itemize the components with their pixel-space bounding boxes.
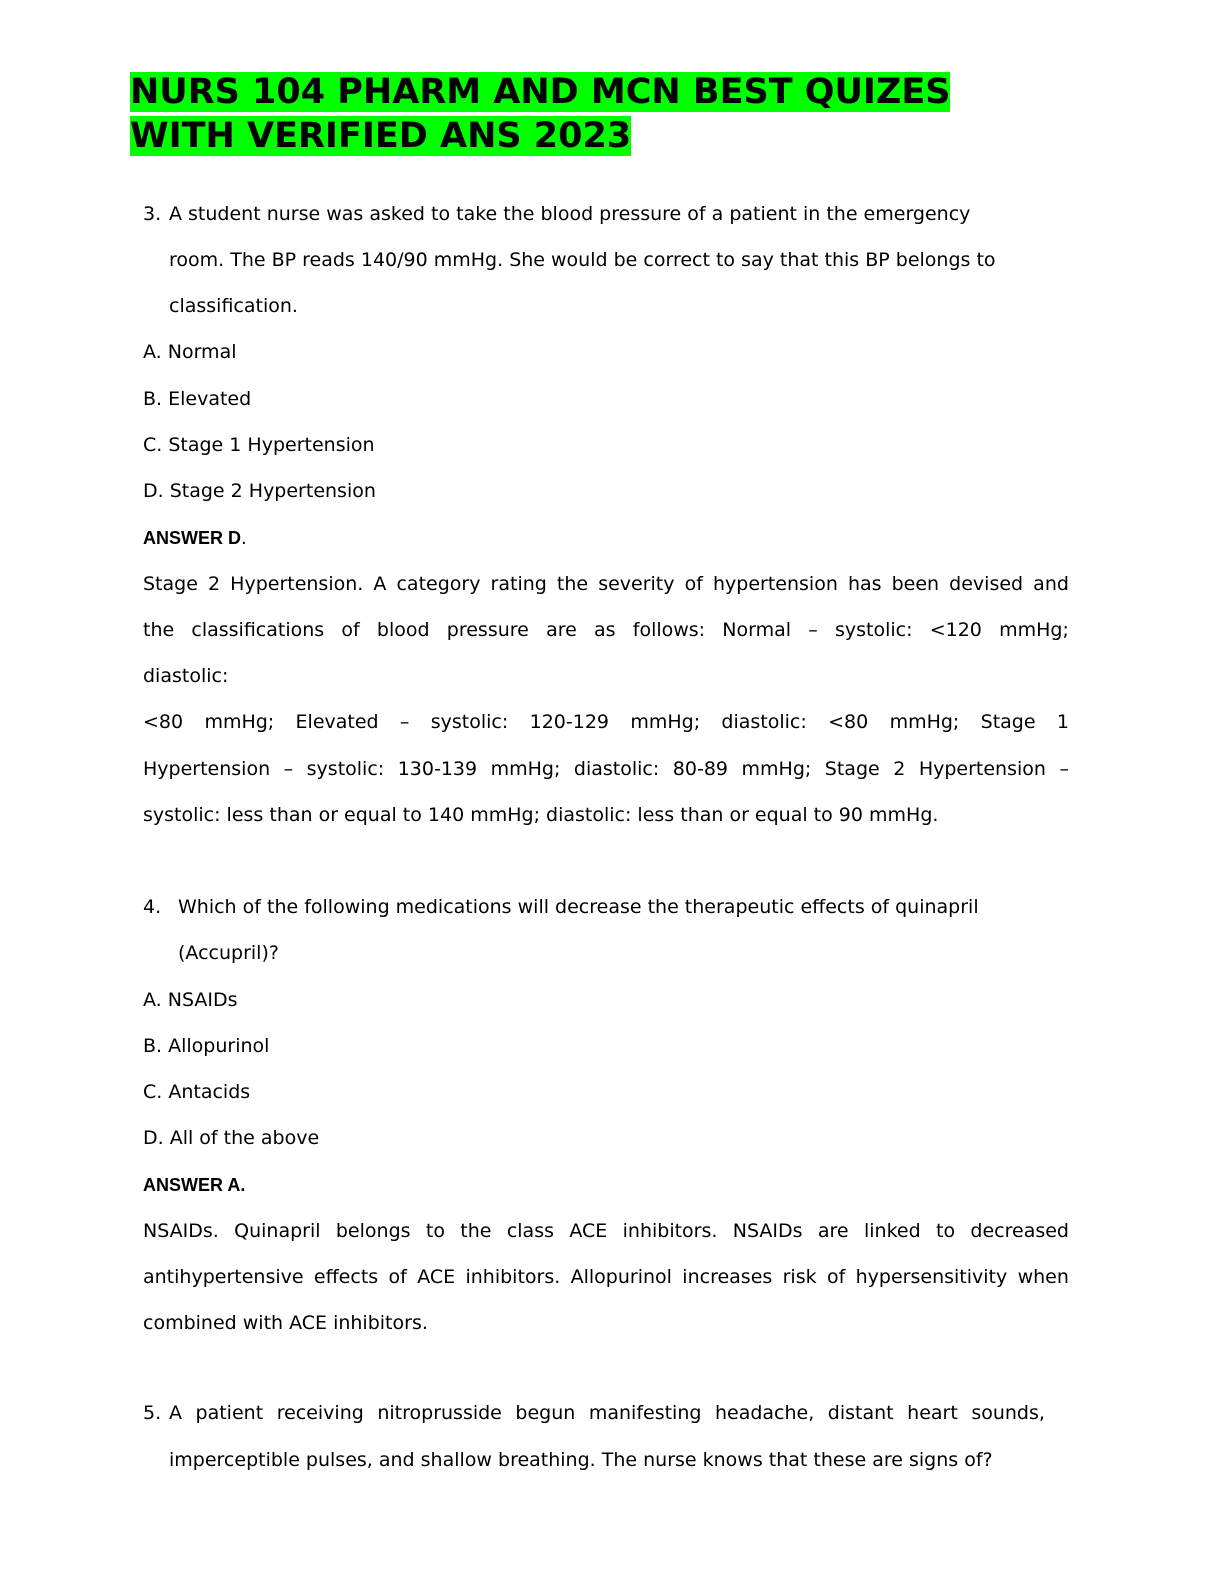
word: blood (376, 619, 430, 641)
word: mmHg; (889, 711, 960, 733)
word: has (847, 573, 882, 595)
word: sounds, (971, 1402, 1045, 1424)
question-number: 4. (143, 896, 162, 918)
rationale-line (143, 1265, 1069, 1289)
word: mmHg; (204, 711, 275, 733)
answer-label: ANSWER D (143, 528, 241, 548)
answer-key (143, 526, 247, 551)
word: Stage (824, 758, 880, 780)
word: mmHg; (999, 619, 1069, 641)
word: the (460, 1220, 492, 1242)
word: receiving (276, 1402, 364, 1424)
question-text: imperceptible pulses, and shallow breathing. The nurse knows that these are signs of? (169, 1449, 993, 1471)
answer-label-suffix: . (241, 528, 247, 549)
word: mmHg; (490, 758, 561, 780)
word: – (283, 758, 294, 780)
word: Hypertension. (230, 573, 364, 595)
word: are (817, 1220, 849, 1242)
word: 2 (207, 573, 221, 595)
question-text: Which of the following medications will decrease the therapeutic effects of quinapril (178, 896, 979, 918)
word: risk (782, 1266, 817, 1288)
rationale-line (143, 618, 1069, 642)
word: 1 (1056, 711, 1069, 733)
word: patient (195, 1402, 264, 1424)
word: ACE (417, 1266, 456, 1288)
word: decreased (970, 1220, 1069, 1242)
document-title (130, 70, 1030, 158)
word: nitroprusside (377, 1402, 502, 1424)
word: increases (682, 1266, 773, 1288)
answer-option: C. Antacids (143, 1081, 251, 1103)
word: distant (827, 1402, 894, 1424)
word: linked (863, 1220, 921, 1242)
rationale-line (143, 572, 1069, 596)
word: – (808, 619, 818, 641)
word: hypertension (712, 573, 838, 595)
answer-option: A. Normal (143, 341, 237, 363)
title-line-2: WITH VERIFIED ANS 2023 (130, 116, 632, 156)
word: belongs (335, 1220, 411, 1242)
word: classifications (191, 619, 325, 641)
word: headache, (714, 1402, 815, 1424)
word: – (399, 711, 410, 733)
question-text (169, 1401, 1045, 1425)
word: – (1059, 758, 1069, 780)
word: <120 (929, 619, 982, 641)
word: Hypertension (918, 758, 1046, 780)
word: of (388, 1266, 407, 1288)
rationale-line: diastolic: (143, 665, 229, 687)
word: begun (515, 1402, 576, 1424)
word: Stage (143, 573, 198, 595)
word: Hypertension (143, 758, 271, 780)
word: of (341, 619, 360, 641)
word: NSAIDs (732, 1220, 803, 1242)
word: the (556, 573, 589, 595)
question-text: classification. (169, 295, 298, 317)
word: diastolic: (721, 711, 807, 733)
word: mmHg; (630, 711, 701, 733)
word: of (684, 573, 703, 595)
word: when (1017, 1266, 1069, 1288)
word: to (936, 1220, 956, 1242)
word: and (1033, 573, 1069, 595)
word: devised (949, 573, 1024, 595)
answer-option: D. All of the above (143, 1127, 320, 1149)
word: follows: (632, 619, 706, 641)
question-text: room. The BP reads 140/90 mmHg. She would be correct to say that this BP belongs to (169, 249, 996, 271)
word: Elevated (295, 711, 379, 733)
question-number: 3. (143, 203, 162, 225)
answer-option: A. NSAIDs (143, 989, 238, 1011)
word: pressure (446, 619, 529, 641)
word: the (143, 619, 175, 641)
answer-option: B. Allopurinol (143, 1035, 270, 1057)
word: 2 (893, 758, 906, 780)
rationale-line (143, 1219, 1069, 1243)
word: 130-139 (397, 758, 478, 780)
word: systolic: (834, 619, 913, 641)
word: antihypertensive (143, 1266, 304, 1288)
word: 120-129 (529, 711, 609, 733)
word: 80-89 (672, 758, 728, 780)
word: Quinapril (234, 1220, 321, 1242)
rationale-line: systolic: less than or equal to 140 mmHg; diastolic: less than or equal to 90 mmHg. (143, 804, 939, 826)
title-line-1: NURS 104 PHARM AND MCN BEST QUIZES (130, 72, 951, 112)
answer-option: D. Stage 2 Hypertension (143, 480, 376, 502)
rationale-line (143, 710, 1069, 734)
word: class (506, 1220, 554, 1242)
word: inhibitors. (465, 1266, 561, 1288)
answer-option: C. Stage 1 Hypertension (143, 434, 375, 456)
word: heart (907, 1402, 958, 1424)
word: Stage (980, 711, 1036, 733)
word: to (425, 1220, 445, 1242)
word: inhibitors. (622, 1220, 718, 1242)
word: severity (598, 573, 675, 595)
word: <80 (828, 711, 869, 733)
word: <80 (143, 711, 184, 733)
question-text: A student nurse was asked to take the blood pressure of a patient in the emergency (169, 203, 971, 225)
question-number: 5. (143, 1402, 162, 1424)
word: effects (313, 1266, 379, 1288)
word: mmHg; (741, 758, 812, 780)
word: Allopurinol (570, 1266, 672, 1288)
word: diastolic: (573, 758, 660, 780)
word: NSAIDs. (143, 1220, 219, 1242)
word: hypersensitivity (855, 1266, 1008, 1288)
word: are (546, 619, 577, 641)
word: as (594, 619, 616, 641)
rationale-line: combined with ACE inhibitors. (143, 1312, 428, 1334)
word: Normal (722, 619, 792, 641)
word: of (826, 1266, 846, 1288)
word: systolic: (306, 758, 385, 780)
answer-option: B. Elevated (143, 388, 252, 410)
word: rating (490, 573, 547, 595)
word: category (396, 573, 481, 595)
word: systolic: (430, 711, 509, 733)
question-text: (Accupril)? (178, 942, 279, 964)
answer-label: ANSWER A. (143, 1175, 246, 1195)
answer-key (143, 1173, 245, 1197)
word: been (891, 573, 940, 595)
word: ACE (569, 1220, 608, 1242)
word: A (373, 573, 387, 595)
word: A (169, 1402, 182, 1424)
rationale-line (143, 757, 1069, 781)
word: manifesting (588, 1402, 702, 1424)
